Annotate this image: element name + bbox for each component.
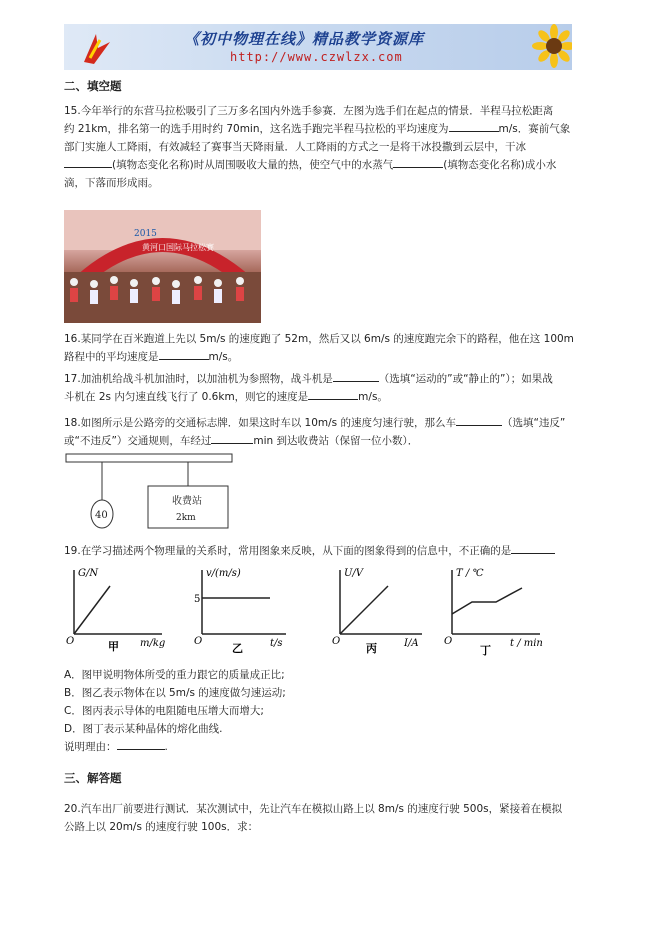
banner-url[interactable]: http://www.czwlzx.com [230,50,403,64]
q20-line1: 20.汽车出厂前要进行测试．某次测试中，先让汽车在模拟山路上以 8m/s 的速度行驶 500s，紧接着在模拟 [64,803,563,815]
graph-bing-xlabel: I/A [404,638,419,649]
answer-blank[interactable] [393,156,443,168]
answer-blank[interactable] [308,388,358,400]
question-18 [64,414,604,450]
sunflower-icon [532,24,572,70]
graph-bing-ylabel: U/V [344,568,364,579]
answer-blank[interactable] [511,542,555,554]
photo-arch-text: 黄河口国际马拉松赛 [142,243,214,252]
section-heading-fill-blank: 二、填空题 [64,79,122,93]
q15-line2: 约 21km，排名第一的选手用时约 70min，这名选手跑完半程马拉松的平均速度为 m/s．赛前气象 [64,120,604,138]
graph-jia-name: 甲 [108,640,119,653]
answer-blank[interactable] [456,414,502,426]
toll-station-label: 收费站 [172,496,202,507]
graph-ding-xlabel: t / min [510,638,543,649]
marathon-photo [64,210,261,323]
speed-limit-value: 40 [95,510,108,521]
section-heading-solve: 三、解答题 [64,771,122,785]
q19-options [64,666,604,756]
graph-ding-ylabel: T / ℃ [456,568,484,579]
graph-yi-tick: 5 [194,594,201,605]
graph-yi-name: 乙 [232,642,243,655]
answer-blank[interactable] [211,432,253,444]
option-c[interactable]: C．图丙表示导体的电阻随电压增大而增大; [64,705,264,717]
logo-icon [76,28,116,66]
q18-line1: 18.如图所示是公路旁的交通标志牌．如果这时车以 10m/s 的速度匀速行驶，那么车 （选填“违反” [64,414,604,432]
answer-blank[interactable] [64,156,112,168]
graph-jia-origin: O [66,636,75,647]
header-banner [64,24,572,70]
q16-line2: 路程中的平均速度是 m/s。 [64,348,604,366]
option-a[interactable]: A．图甲说明物体所受的重力跟它的质量成正比; [64,669,285,681]
graph-bing-origin: O [332,636,341,647]
answer-blank[interactable] [117,738,165,750]
question-17 [64,370,604,406]
reason-line: 说明理由： . [64,738,604,756]
q20-line2: 公路上以 20m/s 的速度行驶 100s．求： [64,821,259,833]
banner-title: 《初中物理在线》精品教学资源库 [184,30,425,48]
graphs-row [64,562,564,662]
graph-yi [194,568,286,655]
option-b[interactable]: B．图乙表示物体在以 5m/s 的速度做匀速运动; [64,687,286,699]
q17-line2: 斗机在 2s 内匀速直线飞行了 0.6km，则它的速度是 m/s。 [64,388,604,406]
question-16 [64,330,604,366]
photo-year: 2015 [134,229,157,239]
q15-line5: 滴，下落而形成雨。 [64,177,159,189]
graph-ding-name: 丁 [480,644,491,657]
question-20 [64,800,604,836]
graph-yi-ylabel: v/(m/s) [206,568,241,579]
q19-line1: 19.在学习描述两个物理量的关系时，常用图象来反映，从下面的图象得到的信息中，不正确的是 [64,545,512,557]
graph-ding [444,568,543,657]
question-15 [64,102,604,192]
graph-jia-ylabel: G/N [78,568,99,579]
graph-bing-name: 丙 [366,642,377,655]
q15-line4: (填物态变化名称)时从周围吸收大量的热，使空气中的水蒸气 (填物态变化名称)成小水 [64,156,604,174]
graph-ding-origin: O [444,636,453,647]
q18-line2: 或“不违反”）交通规则，车经过 min 到达收费站（保留一位小数）． [64,432,604,450]
option-d[interactable]: D．图丁表示某种晶体的熔化曲线. [64,723,223,735]
graph-jia [66,568,165,653]
marathon-scene [64,210,261,323]
graph-jia-xlabel: m/kg [140,638,166,649]
graph-bing [332,568,422,655]
answer-blank[interactable] [333,370,379,382]
q17-line1: 17.加油机给战斗机加油时，以加油机为参照物，战斗机是 （选填“运动的”或“静止的”）；如果战 [64,370,604,388]
q15-line3: 部门实施人工降雨，有效减轻了赛事当天降雨量．人工降雨的方式之一是将干冰投撒到云层中，干冰 [64,141,526,153]
graph-yi-xlabel: t/s [270,638,283,649]
answer-blank[interactable] [159,348,209,360]
q15-line1: 15.今年举行的东营马拉松吸引了三万多名国内外选手参赛．左图为选手们在起点的情景．半程马拉松距离 [64,105,554,117]
traffic-sign-figure [64,452,244,538]
question-19 [64,542,604,560]
toll-distance: 2km [176,513,196,523]
graph-yi-origin: O [194,636,203,647]
q16-line1: 16.某同学在百米跑道上先以 5m/s 的速度跑了 52m，然后又以 6m/s 的速度跑完余下的路程，他在这 100m [64,333,574,345]
answer-blank[interactable] [449,120,499,132]
